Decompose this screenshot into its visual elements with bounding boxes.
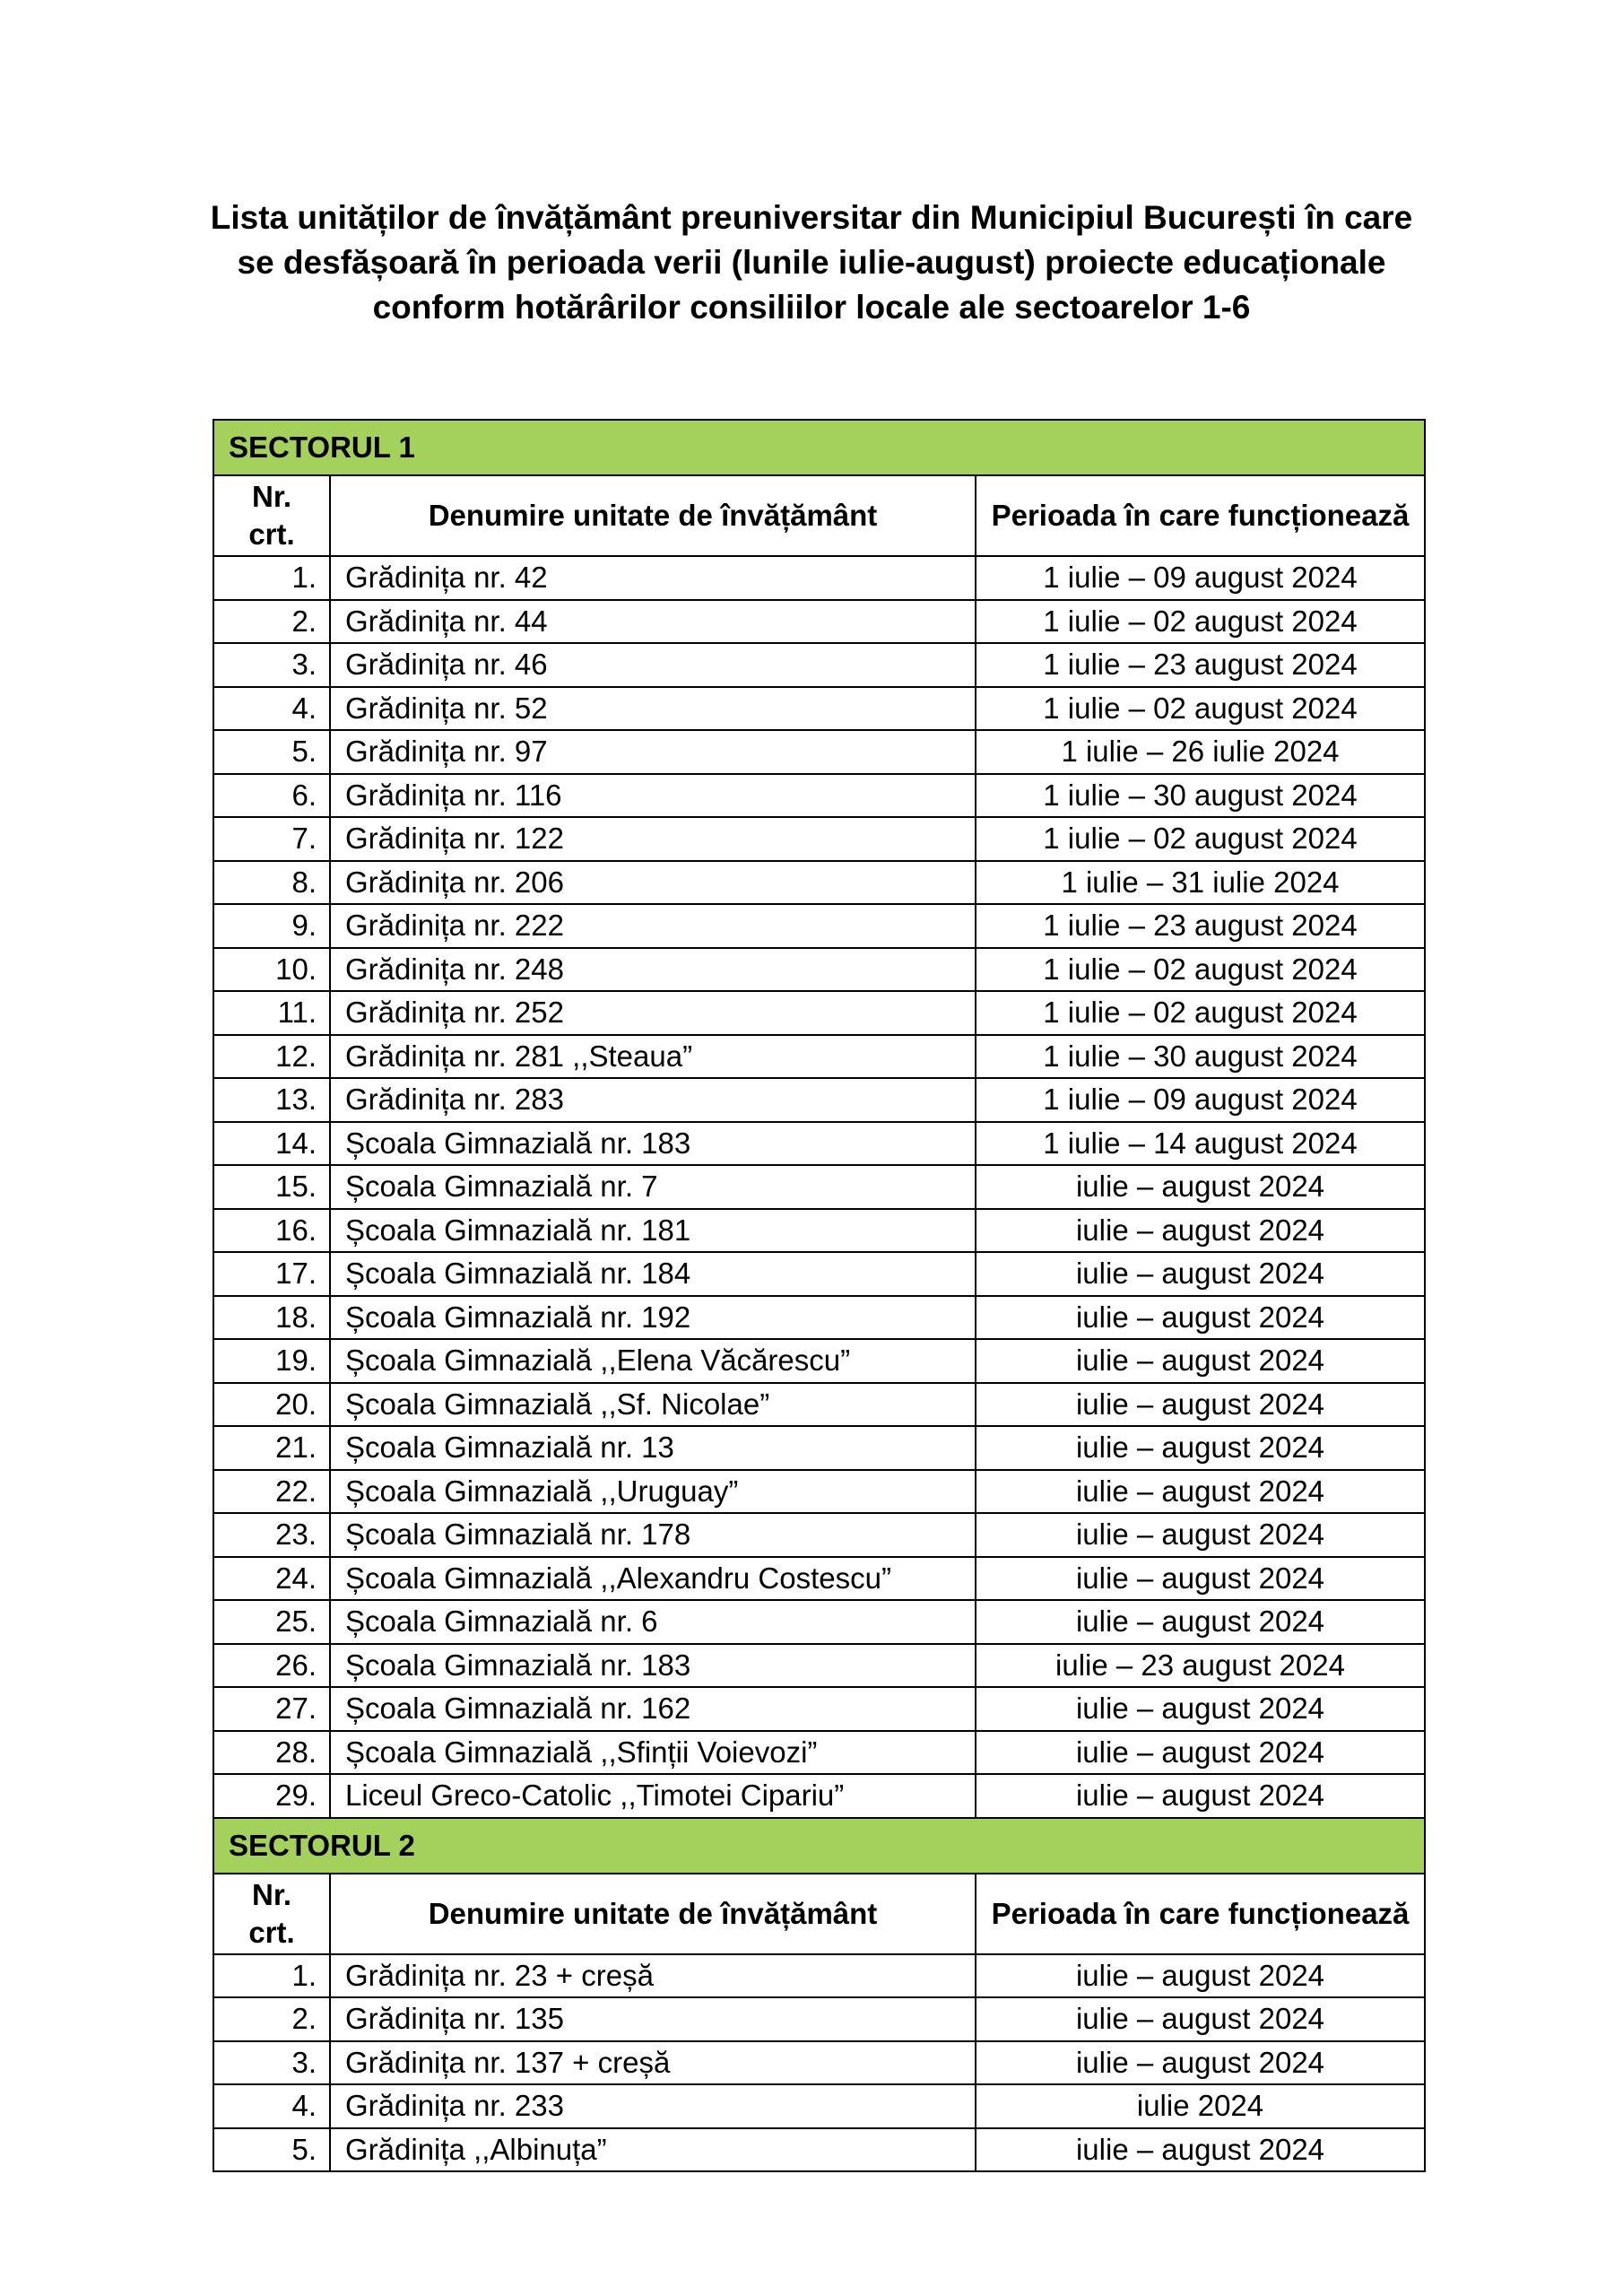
row-number: 24. — [213, 1557, 330, 1601]
operating-period: iulie – august 2024 — [976, 1426, 1425, 1470]
column-header-row — [213, 1874, 1425, 1954]
table-row — [213, 730, 1425, 774]
school-name: Școala Gimnazială nr. 178 — [330, 1513, 976, 1557]
school-name: Școala Gimnazială nr. 183 — [330, 1122, 976, 1166]
operating-period: iulie – august 2024 — [976, 1339, 1425, 1383]
table-row — [213, 1600, 1425, 1644]
operating-period: iulie – august 2024 — [976, 1470, 1425, 1514]
school-name: Grădinița nr. 42 — [330, 556, 976, 600]
row-number: 26. — [213, 1644, 330, 1688]
school-name: Școala Gimnazială nr. 6 — [330, 1600, 976, 1644]
column-header-nr: Nr. crt. — [213, 1874, 330, 1954]
title-line: Lista unităților de învățământ preuniversitar din Municipiul București în care — [210, 199, 1413, 236]
school-name: Școala Gimnazială nr. 184 — [330, 1252, 976, 1296]
row-number: 10. — [213, 948, 330, 992]
school-name: Grădinița nr. 52 — [330, 687, 976, 731]
operating-period: iulie 2024 — [976, 2084, 1425, 2128]
operating-period: iulie – august 2024 — [976, 1165, 1425, 1209]
table-row — [213, 991, 1425, 1035]
row-number: 19. — [213, 1339, 330, 1383]
row-number: 14. — [213, 1122, 330, 1166]
row-number: 17. — [213, 1252, 330, 1296]
school-name: Școala Gimnazială nr. 181 — [330, 1209, 976, 1253]
operating-period: iulie – august 2024 — [976, 1252, 1425, 1296]
row-number: 1. — [213, 556, 330, 600]
school-name: Grădinița nr. 122 — [330, 817, 976, 861]
table-row — [213, 1774, 1425, 1818]
row-number: 20. — [213, 1383, 330, 1427]
row-number: 23. — [213, 1513, 330, 1557]
row-number: 18. — [213, 1296, 330, 1340]
operating-period: iulie – august 2024 — [976, 1731, 1425, 1775]
column-header-period: Perioada în care funcționează — [976, 475, 1425, 556]
school-name: Grădinița nr. 97 — [330, 730, 976, 774]
operating-period: iulie – august 2024 — [976, 1513, 1425, 1557]
operating-period: iulie – august 2024 — [976, 1383, 1425, 1427]
table-row — [213, 1296, 1425, 1340]
row-number: 21. — [213, 1426, 330, 1470]
school-name: Școala Gimnazială ,,Elena Văcărescu” — [330, 1339, 976, 1383]
table-row — [213, 774, 1425, 818]
row-number: 2. — [213, 600, 330, 644]
title-line: se desfășoară în perioada verii (lunile iulie-august) proiecte educaționale — [237, 244, 1386, 281]
operating-period: 1 iulie – 26 iulie 2024 — [976, 730, 1425, 774]
table-row — [213, 556, 1425, 600]
school-name: Grădinița nr. 233 — [330, 2084, 976, 2128]
title-line: conform hotărârilor consiliilor locale ale sectoarelor 1-6 — [372, 289, 1251, 326]
row-number: 9. — [213, 904, 330, 948]
row-number: 5. — [213, 2128, 330, 2172]
table-row — [213, 1078, 1425, 1122]
operating-period: iulie – august 2024 — [976, 1954, 1425, 1998]
school-name: Grădinița nr. 44 — [330, 600, 976, 644]
operating-period: 1 iulie – 02 august 2024 — [976, 687, 1425, 731]
school-name: Grădinița nr. 23 + creșă — [330, 1954, 976, 1998]
table-row — [213, 861, 1425, 905]
school-name: Grădinița nr. 46 — [330, 643, 976, 687]
column-header-period: Perioada în care funcționează — [976, 1874, 1425, 1954]
table-row — [213, 1122, 1425, 1166]
table-row — [213, 1513, 1425, 1557]
operating-period: 1 iulie – 23 august 2024 — [976, 904, 1425, 948]
operating-period: 1 iulie – 31 iulie 2024 — [976, 861, 1425, 905]
row-number: 3. — [213, 643, 330, 687]
table-row — [213, 2041, 1425, 2085]
operating-period: 1 iulie – 02 august 2024 — [976, 600, 1425, 644]
sector-header-row — [213, 1818, 1425, 1874]
operating-period: iulie – august 2024 — [976, 1209, 1425, 1253]
table-row — [213, 1209, 1425, 1253]
operating-period: iulie – august 2024 — [976, 1600, 1425, 1644]
sector-label: SECTORUL 1 — [213, 420, 1425, 475]
school-name: Școala Gimnazială nr. 192 — [330, 1296, 976, 1340]
school-name: Grădinița nr. 248 — [330, 948, 976, 992]
row-number: 6. — [213, 774, 330, 818]
operating-period: 1 iulie – 14 august 2024 — [976, 1122, 1425, 1166]
operating-period: 1 iulie – 02 august 2024 — [976, 817, 1425, 861]
row-number: 7. — [213, 817, 330, 861]
table-row — [213, 817, 1425, 861]
row-number: 12. — [213, 1035, 330, 1079]
row-number: 27. — [213, 1687, 330, 1731]
operating-period: 1 iulie – 09 august 2024 — [976, 1078, 1425, 1122]
table-row — [213, 687, 1425, 731]
school-name: Școala Gimnazială ,,Alexandru Costescu” — [330, 1557, 976, 1601]
school-name: Grădinița nr. 135 — [330, 1997, 976, 2041]
school-name: Grădinița nr. 281 ,,Steaua” — [330, 1035, 976, 1079]
operating-period: iulie – august 2024 — [976, 1774, 1425, 1818]
table-row — [213, 2128, 1425, 2172]
table-row — [213, 1383, 1425, 1427]
row-number: 28. — [213, 1731, 330, 1775]
school-name: Grădinița nr. 283 — [330, 1078, 976, 1122]
row-number: 15. — [213, 1165, 330, 1209]
table-row — [213, 1165, 1425, 1209]
table-row — [213, 1252, 1425, 1296]
row-number: 3. — [213, 2041, 330, 2085]
school-name: Grădinița nr. 222 — [330, 904, 976, 948]
column-header-row — [213, 475, 1425, 556]
school-name: Liceul Greco-Catolic ,,Timotei Cipariu” — [330, 1774, 976, 1818]
table-row — [213, 1644, 1425, 1688]
school-name: Școala Gimnazială nr. 183 — [330, 1644, 976, 1688]
school-name: Școala Gimnazială ,,Uruguay” — [330, 1470, 976, 1514]
table-row — [213, 1339, 1425, 1383]
table-row — [213, 1557, 1425, 1601]
operating-period: 1 iulie – 23 august 2024 — [976, 643, 1425, 687]
operating-period: iulie – august 2024 — [976, 1557, 1425, 1601]
operating-period: 1 iulie – 30 august 2024 — [976, 774, 1425, 818]
row-number: 16. — [213, 1209, 330, 1253]
schools-table — [213, 419, 1426, 2172]
school-name: Școala Gimnazială nr. 13 — [330, 1426, 976, 1470]
table-row — [213, 2084, 1425, 2128]
table-row — [213, 600, 1425, 644]
table-row — [213, 643, 1425, 687]
school-name: Grădinița nr. 116 — [330, 774, 976, 818]
operating-period: iulie – 23 august 2024 — [976, 1644, 1425, 1688]
table-row — [213, 1954, 1425, 1998]
column-header-nr: Nr. crt. — [213, 475, 330, 556]
school-name: Grădinița nr. 137 + creșă — [330, 2041, 976, 2085]
operating-period: iulie – august 2024 — [976, 2128, 1425, 2172]
table-row — [213, 1687, 1425, 1731]
row-number: 4. — [213, 687, 330, 731]
operating-period: iulie – august 2024 — [976, 2041, 1425, 2085]
table-row — [213, 1997, 1425, 2041]
school-name: Școala Gimnazială nr. 7 — [330, 1165, 976, 1209]
operating-period: 1 iulie – 02 august 2024 — [976, 948, 1425, 992]
school-name: Grădinița ,,Albinuța” — [330, 2128, 976, 2172]
column-header-name: Denumire unitate de învățământ — [330, 1874, 976, 1954]
school-name: Grădinița nr. 206 — [330, 861, 976, 905]
operating-period: 1 iulie – 09 august 2024 — [976, 556, 1425, 600]
operating-period: iulie – august 2024 — [976, 1687, 1425, 1731]
table-row — [213, 1426, 1425, 1470]
operating-period: 1 iulie – 30 august 2024 — [976, 1035, 1425, 1079]
school-name: Școala Gimnazială nr. 162 — [330, 1687, 976, 1731]
row-number: 13. — [213, 1078, 330, 1122]
operating-period: 1 iulie – 02 august 2024 — [976, 991, 1425, 1035]
school-name: Grădinița nr. 252 — [330, 991, 976, 1035]
school-name: Școala Gimnazială ,,Sfinții Voievozi” — [330, 1731, 976, 1775]
row-number: 29. — [213, 1774, 330, 1818]
table-row — [213, 1731, 1425, 1775]
operating-period: iulie – august 2024 — [976, 1997, 1425, 2041]
column-header-name: Denumire unitate de învățământ — [330, 475, 976, 556]
school-name: Școala Gimnazială ,,Sf. Nicolae” — [330, 1383, 976, 1427]
sector-label: SECTORUL 2 — [213, 1818, 1425, 1874]
row-number: 8. — [213, 861, 330, 905]
operating-period: iulie – august 2024 — [976, 1296, 1425, 1340]
row-number: 5. — [213, 730, 330, 774]
table-row — [213, 904, 1425, 948]
row-number: 25. — [213, 1600, 330, 1644]
sector-header-row — [213, 420, 1425, 475]
document-title — [179, 196, 1444, 330]
table-row — [213, 1035, 1425, 1079]
row-number: 2. — [213, 1997, 330, 2041]
table-row — [213, 948, 1425, 992]
row-number: 4. — [213, 2084, 330, 2128]
row-number: 1. — [213, 1954, 330, 1998]
table-row — [213, 1470, 1425, 1514]
row-number: 22. — [213, 1470, 330, 1514]
row-number: 11. — [213, 991, 330, 1035]
